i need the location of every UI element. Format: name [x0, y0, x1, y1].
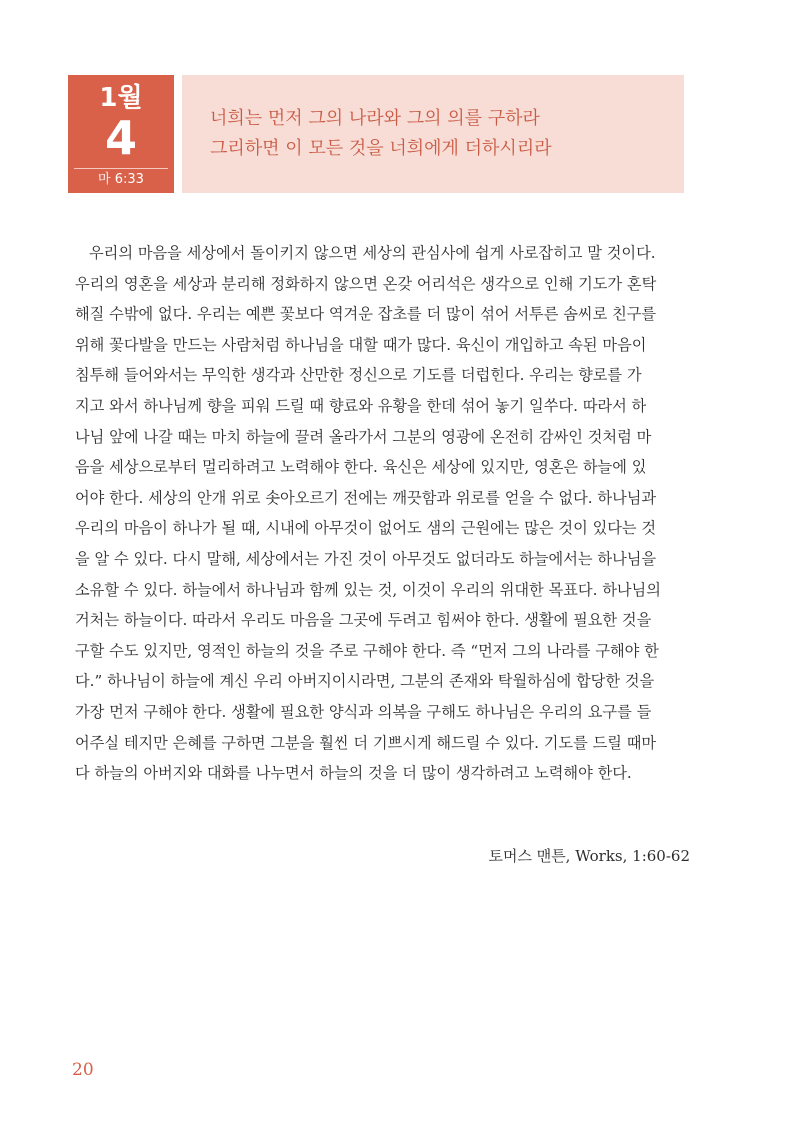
- attribution: 토머스 맨튼, Works, 1:60-62: [488, 847, 690, 865]
- body-line: 해질 수밖에 없다. 우리는 예쁜 꽃보다 역겨운 잡초를 더 많이 섞어 서투른 솜씨로 친구를: [75, 305, 657, 324]
- body-line: 어야 한다. 세상의 안개 위로 솟아오르기 전에는 깨끗함과 위로를 얻을 수 없다. 하나님과: [75, 488, 657, 507]
- body-line: 지고 와서 하나님께 향을 피워 드릴 때 향료와 유황을 한데 섞어 놓기 일쑤다. 따라서 하: [75, 396, 647, 415]
- verse-box: [182, 75, 684, 193]
- body-line: 나님 앞에 나갈 때는 마치 하늘에 끌려 올라가서 그분의 영광에 온전히 감싸인 것처럼 마: [75, 427, 652, 446]
- devotional-body: [75, 238, 735, 789]
- body-line: 구할 수도 있지만, 영적인 하늘의 것을 주로 구해야 한다. 즉 “먼저 그의 나라를 구해야 한: [75, 641, 659, 660]
- body-line: 을 알 수 있다. 다시 말해, 세상에서는 가진 것이 아무것도 없더라도 하늘에서는 하나님을: [75, 549, 657, 568]
- body-line: 다.” 하나님이 하늘에 계신 우리 아버지이시라면, 그분의 존재와 탁월하심에 합당한 것을: [75, 672, 655, 691]
- body-line: 다 하늘의 아버지와 대화를 나누면서 하늘의 것을 더 많이 생각하려고 노력해야 한다.: [75, 764, 632, 783]
- body-line: 우리의 마음이 하나가 될 때, 시내에 아무것이 없어도 샘의 근원에는 많은 것이 있다는 것: [75, 519, 657, 538]
- body-line: 우리의 마음을 세상에서 돌이키지 않으면 세상의 관심사에 쉽게 사로잡히고 말 것이다.: [89, 244, 656, 262]
- body-line: 소유할 수 있다. 하늘에서 하나님과 함께 있는 것, 이것이 우리의 위대한 목표다. 하나님의: [75, 580, 661, 599]
- body-line: 음을 세상으로부터 멀리하려고 노력해야 한다. 육신은 세상에 있지만, 영혼은 하늘에 있: [75, 458, 647, 477]
- body-line: 우리의 영혼을 세상과 분리해 정화하지 않으면 온갖 어리석은 생각으로 인해 기도가 혼탁: [75, 274, 657, 293]
- body-line: 침투해 들어와서는 무익한 생각과 산만한 정신으로 기도를 더럽힌다. 우리는 향로를 가: [75, 366, 642, 385]
- body-line: 위해 꽃다발을 만드는 사람처럼 하나님을 대할 때가 많다. 육신이 개입하고 속된 마음이: [75, 335, 647, 354]
- scripture-reference: 마 6:33: [98, 172, 144, 187]
- date-month: 1월: [99, 83, 143, 113]
- body-line: 거처는 하늘이다. 따라서 우리도 마음을 그곳에 두려고 힘써야 한다. 생활에 필요한 것을: [75, 611, 652, 630]
- verse-line-2: 그리하면 이 모든 것을 너희에게 더하시리라: [210, 138, 552, 159]
- date-badge: [68, 75, 174, 193]
- body-line: 가장 먼저 구해야 한다. 생활에 필요한 양식과 의복을 구해도 하나님은 우리의 요구를 들: [75, 702, 652, 721]
- body-line: 어주실 테지만 은혜를 구하면 그분을 훨씬 더 기쁘시게 해드릴 수 있다. 기도를 드릴 때마: [75, 733, 657, 752]
- date-day: 4: [104, 111, 137, 165]
- verse-line-1: 너희는 먼저 그의 나라와 그의 의를 구하라: [210, 108, 540, 129]
- page-number: 20: [72, 1060, 94, 1080]
- date-divider: [74, 168, 168, 169]
